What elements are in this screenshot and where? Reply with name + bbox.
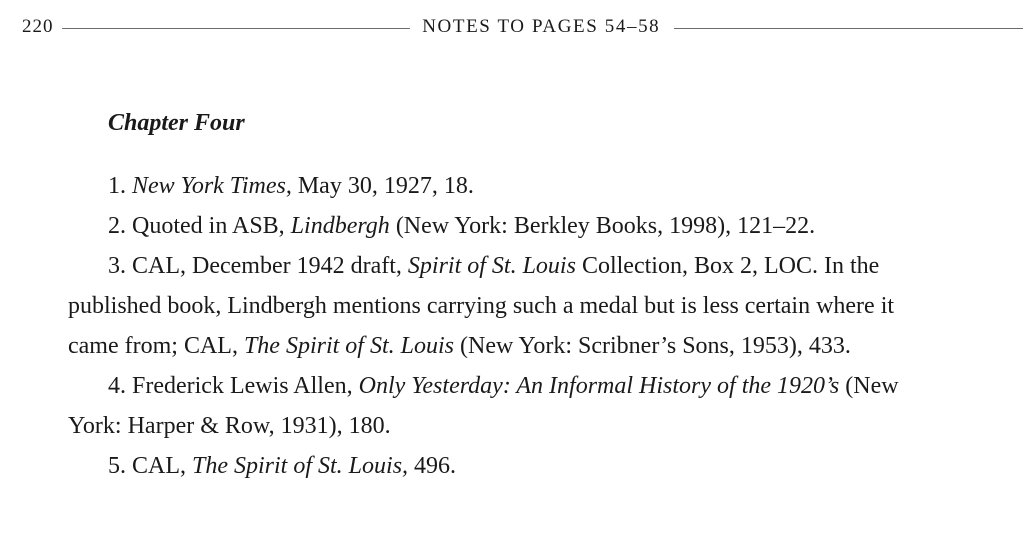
note-4-citation: (New York: Harper & Row, 1931), 180. bbox=[68, 373, 899, 439]
header-rule-right bbox=[674, 28, 1023, 29]
note-3-title-2: The Spirit of St. Louis bbox=[243, 333, 454, 359]
note-2-lead: 2. Quoted in ASB, bbox=[108, 213, 291, 239]
running-head bbox=[22, 12, 1023, 42]
note-2 bbox=[68, 206, 918, 246]
chapter-title: Chapter Four bbox=[108, 110, 245, 136]
note-3 bbox=[68, 246, 918, 366]
note-1-number: 1. bbox=[108, 173, 132, 199]
note-3-citation: (New York: Scribner’s Sons, 1953), 433. bbox=[454, 333, 851, 359]
note-1 bbox=[68, 166, 918, 206]
note-3-middle: Collection, Box 2, LOC. In the published book, Lindbergh mentions carrying such a medal but is less certain where it came from; CAL, bbox=[68, 253, 895, 359]
running-head-title: NOTES TO PAGES 54–58 bbox=[422, 16, 661, 37]
note-3-lead: 3. CAL, December 1942 draft, bbox=[108, 253, 408, 279]
note-5-citation: 496. bbox=[408, 453, 457, 479]
header-rule-left bbox=[62, 28, 411, 29]
note-5-title: The Spirit of St. Louis, bbox=[192, 453, 409, 479]
note-2-title: Lindbergh bbox=[290, 213, 390, 239]
note-5 bbox=[68, 446, 918, 486]
note-4-title: Only Yesterday: An Informal History of the 1920’s bbox=[358, 373, 840, 399]
note-4-lead: 4. Frederick Lewis Allen, bbox=[108, 373, 359, 399]
note-2-citation: (New York: Berkley Books, 1998), 121–22. bbox=[389, 213, 816, 239]
note-5-lead: 5. CAL, bbox=[108, 453, 192, 479]
page-number: 220 bbox=[22, 16, 54, 37]
notes-list bbox=[68, 166, 918, 486]
note-1-citation: May 30, 1927, 18. bbox=[291, 173, 474, 199]
note-3-title: Spirit of St. Louis bbox=[407, 253, 576, 279]
note-1-title: New York Times, bbox=[132, 173, 292, 199]
note-4 bbox=[68, 366, 918, 446]
